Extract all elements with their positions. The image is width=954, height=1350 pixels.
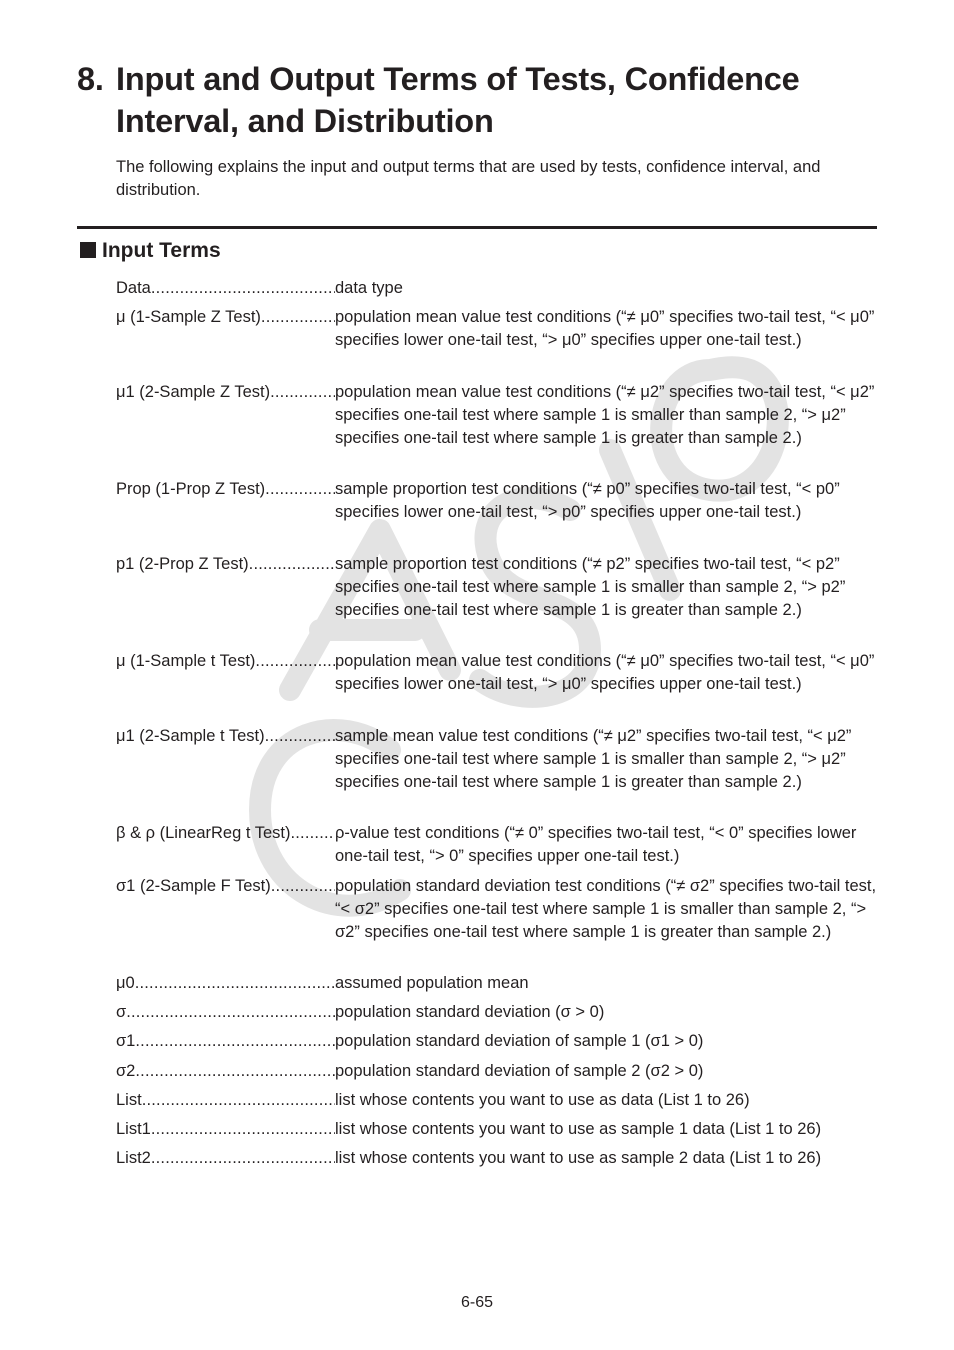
section-number: 8.	[77, 61, 104, 97]
page-number: 6-65	[460, 1294, 494, 1311]
term-label: μ (1-Sample t Test) .....	[116, 650, 335, 673]
term-label: Prop (1-Prop Z Test) .....	[116, 478, 335, 501]
term-description: population standard deviation of sample 1 (σ1 > 0)	[335, 1032, 704, 1050]
term-description: sample proportion test conditions (“≠ p0” specifies two-tail test, “< p0” specifies lower one-tail test, “> p0” specifies upper one-tail test.)	[335, 480, 840, 521]
term-description: list whose contents you want to use as sample 2 data (List 1 to 26)	[335, 1149, 822, 1167]
term-description: sample mean value test conditions (“≠ μ2” specifies two-tail test, “< μ2” specifies one-tail test where sample 1 is smaller than sample 2, “> μ2” specifies one-tail test where sample 1 is greater than sample 2.)	[335, 727, 852, 791]
term-label: μ0 .....	[116, 972, 335, 995]
section-divider	[77, 226, 877, 229]
term-label: μ1 (2-Sample t Test) .....	[116, 725, 335, 748]
term-label: μ (1-Sample Z Test) .....	[116, 306, 335, 329]
intro-paragraph: The following explains the input and output terms that are used by tests, confidence interval, and distribution.	[116, 158, 821, 199]
term-label: σ1 (2-Sample F Test) .....	[116, 875, 335, 898]
term-description: population mean value test conditions (“≠ μ0” specifies two-tail test, “< μ0” specifies lower one-tail test, “> μ0” specifies upper one-tail test.)	[335, 308, 875, 349]
term-label: β & ρ (LinearReg t Test) .....	[116, 822, 335, 845]
section-heading	[80, 237, 221, 265]
term-description: sample proportion test conditions (“≠ p2” specifies two-tail test, “< p2” specifies one-tail test where sample 1 is smaller than sample 2, “> p2” specifies one-tail test where sample 1 is greater than sample 2.)	[335, 555, 846, 619]
term-description: population standard deviation test conditions (“≠ σ2” specifies two-tail test, “< σ2” specifies one-tail test where sample 1 is smaller than sample 2, “> σ2” specifies one-tail test where sample 1 is greater than sample 2.)	[335, 877, 877, 941]
term-label: List .....	[116, 1089, 335, 1112]
section-heading-text: Input Terms	[102, 239, 221, 262]
term-description: population standard deviation (σ > 0)	[335, 1003, 605, 1021]
term-description: population mean value test conditions (“≠ μ0” specifies two-tail test, “< μ0” specifies lower one-tail test, “> μ0” specifies upper one-tail test.)	[335, 652, 875, 693]
term-label: List2 .....	[116, 1147, 335, 1170]
term-description: population standard deviation of sample 2 (σ2 > 0)	[335, 1062, 704, 1080]
term-label: σ2 .....	[116, 1060, 335, 1083]
term-description: list whose contents you want to use as data (List 1 to 26)	[335, 1091, 750, 1109]
title-line-1: Input and Output Terms of Tests, Confidence	[116, 61, 800, 97]
term-description: list whose contents you want to use as sample 1 data (List 1 to 26)	[335, 1120, 822, 1138]
term-description: population mean value test conditions (“≠ μ2” specifies two-tail test, “< μ2” specifies one-tail test where sample 1 is smaller than sample 2, “> μ2” specifies one-tail test where sample 1 is greater than sample 2.)	[335, 383, 875, 447]
term-label: Data .....	[116, 277, 335, 300]
term-description: data type	[335, 279, 403, 297]
term-description: ρ-value test conditions (“≠ 0” specifies two-tail test, “< 0” specifies lower one-tail test, “> 0” specifies upper one-tail test.)	[335, 824, 857, 865]
term-label: σ1 .....	[116, 1030, 335, 1053]
term-description: assumed population mean	[335, 974, 529, 992]
term-label: μ1 (2-Sample Z Test) .....	[116, 381, 335, 404]
square-bullet-icon	[80, 242, 96, 258]
term-label: p1 (2-Prop Z Test) .....	[116, 553, 335, 576]
title-line-2: Interval, and Distribution	[116, 103, 494, 139]
page-title	[77, 58, 897, 142]
term-label: List1 .....	[116, 1118, 335, 1141]
term-label: σ .....	[116, 1001, 335, 1024]
